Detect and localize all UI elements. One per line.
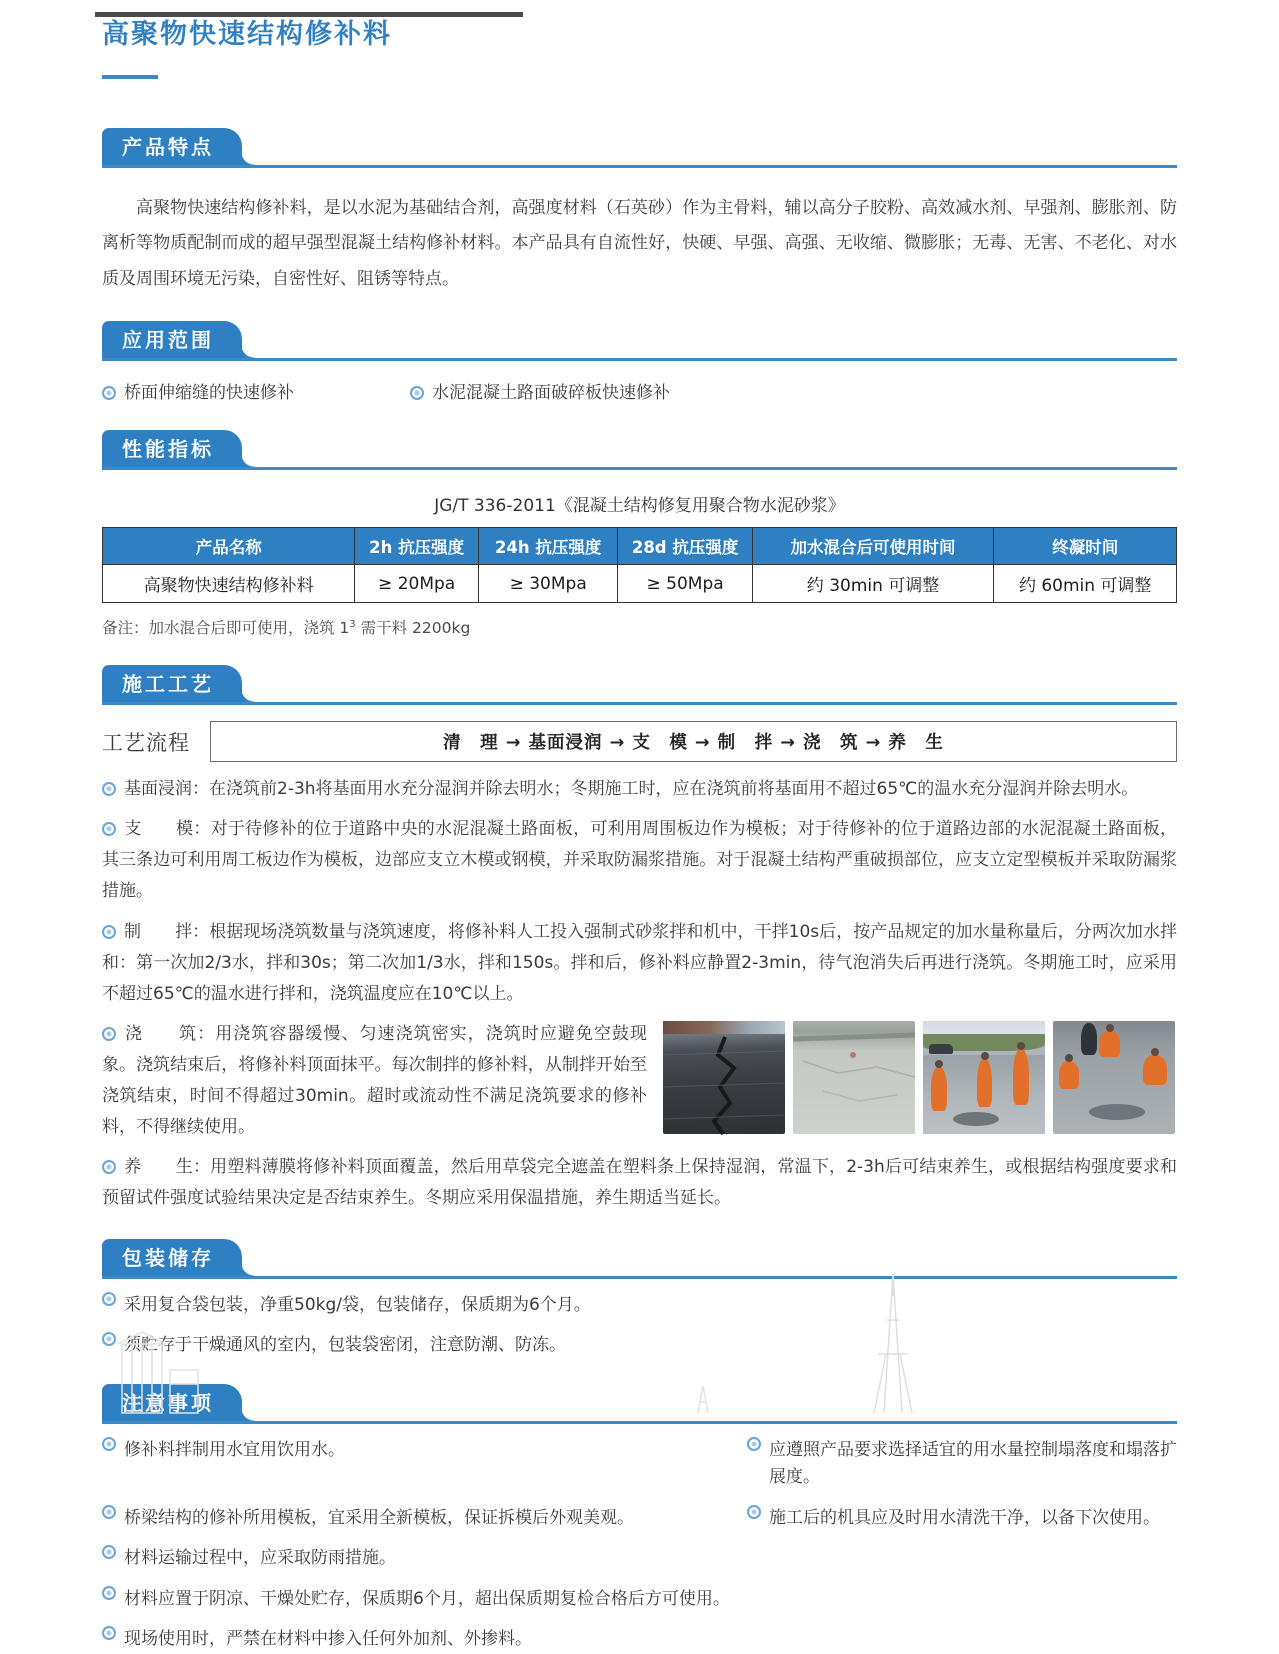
packaging-item [102,1332,1177,1360]
note-item-label: 现场使用时，严禁在材料中掺入任何外加剂、外掺料。 [124,1629,532,1650]
notes-row [102,1492,1177,1533]
table-row [103,565,1177,603]
section-header-rule [102,131,1177,168]
packaging-item-label: 采用复合袋包装，净重50kg/袋，包装储存，保质期为6个月。 [124,1294,591,1315]
section-features [102,131,1177,297]
table-cell: ≥ 20Mpa [355,565,479,603]
process-step [102,774,1177,805]
table-cell: 约 60min 可调整 [994,565,1177,603]
note-item [747,1437,1177,1492]
double-circle-icon [102,1027,116,1041]
double-circle-icon [102,386,116,400]
table-header-cell: 24h 抗压强度 [478,528,618,565]
double-circle-icon [102,1545,116,1559]
table-note-sup: 3 [349,618,356,630]
double-circle-icon [102,782,116,796]
worker-figure [1059,1061,1079,1089]
table-header-cell: 加水混合后可使用时间 [752,528,994,565]
document-page [0,12,1279,1650]
worker-figure [1143,1055,1167,1085]
table-cell: ≥ 30Mpa [478,565,618,603]
application-item-label: 桥面伸缩缝的快速修补 [124,383,294,404]
standard-reference: JG/T 336-2011《混凝土结构修复用聚合物水泥砂浆》 [434,496,845,517]
section-header-rule [102,1387,1177,1424]
note-item [102,1545,1177,1573]
table-cell: 约 30min 可调整 [752,565,994,603]
page-title: 高聚物快速结构修补料 [102,19,392,50]
application-item [102,378,410,403]
section-heading-notes: 注意事项 [102,1384,242,1421]
process-step [102,917,1177,1010]
table-header-cell: 2h 抗压强度 [355,528,479,565]
step-title: 支 模 [124,819,194,840]
step-text: ：用塑料薄膜将修补料顶面覆盖，然后用草袋完全遮盖在塑料条上保持湿润，常温下，2-3h后可结束养生，或根据结构强度要求和预留试件强度试验结果决定是否结束养生。冬期应采用保温措施，养生期适当延长。 [102,1157,1178,1209]
section-header-rule [102,433,1177,470]
step-title: 制 拌 [124,921,193,942]
section-process [102,668,1177,1214]
photo-car [929,1044,953,1054]
double-circle-icon [102,1626,116,1640]
step-title: 基面浸润 [124,779,192,800]
section-header-rule [102,324,1177,361]
worker-figure [1099,1031,1120,1057]
features-paragraph: 高聚物快速结构修补料，是以水泥为基础结合剂，高强度材料（石英砂）作为主骨料，辅以高分子胶粉、高效减水剂、早强剂、膨胀剂、防离析等物质配制而成的超早强型混凝土结构修补材料。本产品具有自流性好，快硬、早强、高强、无收缩、微膨胀；无毒、无害、不老化、对水质及周围环境无污染，自密性好、阻锈等特点。 [102,198,1177,289]
table-header-cell: 产品名称 [103,528,355,565]
section-application [102,324,1177,403]
packaging-item-label: 须贮存于干燥通风的室内，包装袋密闭，注意防潮、防冻。 [124,1335,566,1356]
double-circle-icon [747,1505,761,1519]
double-circle-icon [102,1586,116,1600]
double-circle-icon [102,822,116,836]
double-circle-icon [410,386,424,400]
note-item [102,1505,747,1533]
cracked-pavement-photo [663,1021,785,1134]
title-underline [102,75,158,79]
step-text: ：用浇筑容器缓慢、匀速浇筑密实，浇筑时应避免空鼓现象。浇筑结束后，将修补料顶面抹平。每次制拌的修补料，从制拌开始至浇筑结束，时间不得超过30min。超时或流动性不满足浇筑要求的修补料，不得继续使用。 [102,1023,648,1138]
double-circle-icon [102,1332,116,1346]
process-step [102,814,1177,907]
section-heading-features: 产品特点 [102,128,242,165]
broken-concrete-slab-photo [793,1021,915,1134]
table-cell: ≥ 50Mpa [618,565,752,603]
crack-graphic [663,1021,785,1134]
note-item [102,1437,747,1492]
section-heading-performance: 性能指标 [102,430,242,467]
site-photo-strip [663,1021,1177,1134]
note-item [747,1505,1177,1533]
section-header-rule [102,1242,1177,1279]
worker-figure [1013,1049,1029,1105]
double-circle-icon [102,925,116,939]
step-title: 养 生 [124,1157,193,1178]
double-circle-icon [102,1505,116,1519]
double-circle-icon [102,1437,116,1451]
photo-debris [1089,1104,1145,1120]
table-note-text: 需干料 2200kg [355,619,471,638]
table-cell: 高聚物快速结构修补料 [103,565,355,603]
packaging-item [102,1292,1177,1320]
worker-figure [977,1059,992,1107]
process-flow-row [102,721,1177,762]
application-item [410,378,670,403]
note-item-label: 施工后的机具应及时用水清洗干净，以备下次使用。 [769,1507,1160,1528]
note-item [102,1586,1177,1614]
table-note-text: 备注：加水混合后即可使用，浇筑 1 [102,619,350,638]
table-note [102,616,1177,638]
worker-figure [931,1067,947,1111]
table-header-row [103,528,1177,565]
section-notes [102,1387,1177,1654]
step-title: 浇 筑 [124,1023,198,1044]
note-item-label: 材料运输过程中，应采取防雨措施。 [124,1548,396,1569]
road-repair-crew-photo [923,1021,1045,1134]
performance-table [102,527,1177,603]
process-steps [102,774,1177,1214]
note-item-label: 应遵照产品要求选择适宜的用水量控制塌落度和塌落扩展度。 [769,1439,1177,1488]
double-circle-icon [102,1160,116,1174]
note-item-label: 材料应置于阴凉、干燥处贮存，保质期6个月，超出保质期复检合格后方可使用。 [124,1588,730,1609]
step-text: ：根据现场浇筑数量与浇筑速度，将修补料人工投入强制式砂浆拌和机中，干拌10s后，按产品规定的加水量称量后，分两次加水拌和：第一次加2/3水，拌和30s；第二次加1/3水，拌和150s。拌和后，修补料应静置2-3min，待气泡消失后再进行浇筑。冬期施工时，应采用不超过65℃的温水进行拌和，浇筑温度应在10℃以上。 [102,921,1178,1004]
concrete-pouring-crew-photo [1053,1021,1175,1134]
double-circle-icon [747,1437,761,1451]
process-flow-label: 工艺流程 [102,730,190,755]
section-packaging [102,1242,1177,1360]
section-header-rule [102,668,1177,705]
note-item [102,1626,1177,1654]
application-items [102,378,1177,403]
process-step [102,1152,1177,1214]
table-header-cell: 终凝时间 [994,528,1177,565]
notes-row [102,1424,1177,1492]
table-header-cell: 28d 抗压强度 [618,528,752,565]
section-performance [102,433,1177,638]
step-text: ：在浇筑前2-3h将基面用水充分湿润并除去明水；冬期施工时，应在浇筑前将基面用不超过65℃的温水充分湿润并除去明水。 [192,779,1139,800]
note-item-label: 修补料拌制用水宜用饮用水。 [124,1439,345,1460]
section-heading-application: 应用范围 [102,321,242,358]
slab-crack-graphic [793,1021,915,1134]
process-flow-box: 清 理 → 基面浸润 → 支 模 → 制 拌 → 浇 筑 → 养 生 [210,721,1177,762]
section-heading-packaging: 包装储存 [102,1239,242,1276]
double-circle-icon [102,1292,116,1306]
worker-figure-dark [1081,1023,1097,1055]
section-heading-process: 施工工艺 [102,665,242,702]
step-text: ：对于待修补的位于道路中央的水泥混凝土路面板，可利用周围板边作为模板；对于待修补的位于道路边部的水泥混凝土路面板，其三条边可利用周工板边作为模板，边部应支立木模或钢模，并采取防漏浆措施。对于混凝土结构严重破损部位，应支立定型模板并采取防漏浆措施。 [102,819,1177,902]
application-item-label: 水泥混凝土路面破碎板快速修补 [432,383,670,404]
note-item-label: 桥梁结构的修补所用模板，宜采用全新模板，保证拆模后外观美观。 [124,1507,634,1528]
photo-debris [953,1112,999,1126]
